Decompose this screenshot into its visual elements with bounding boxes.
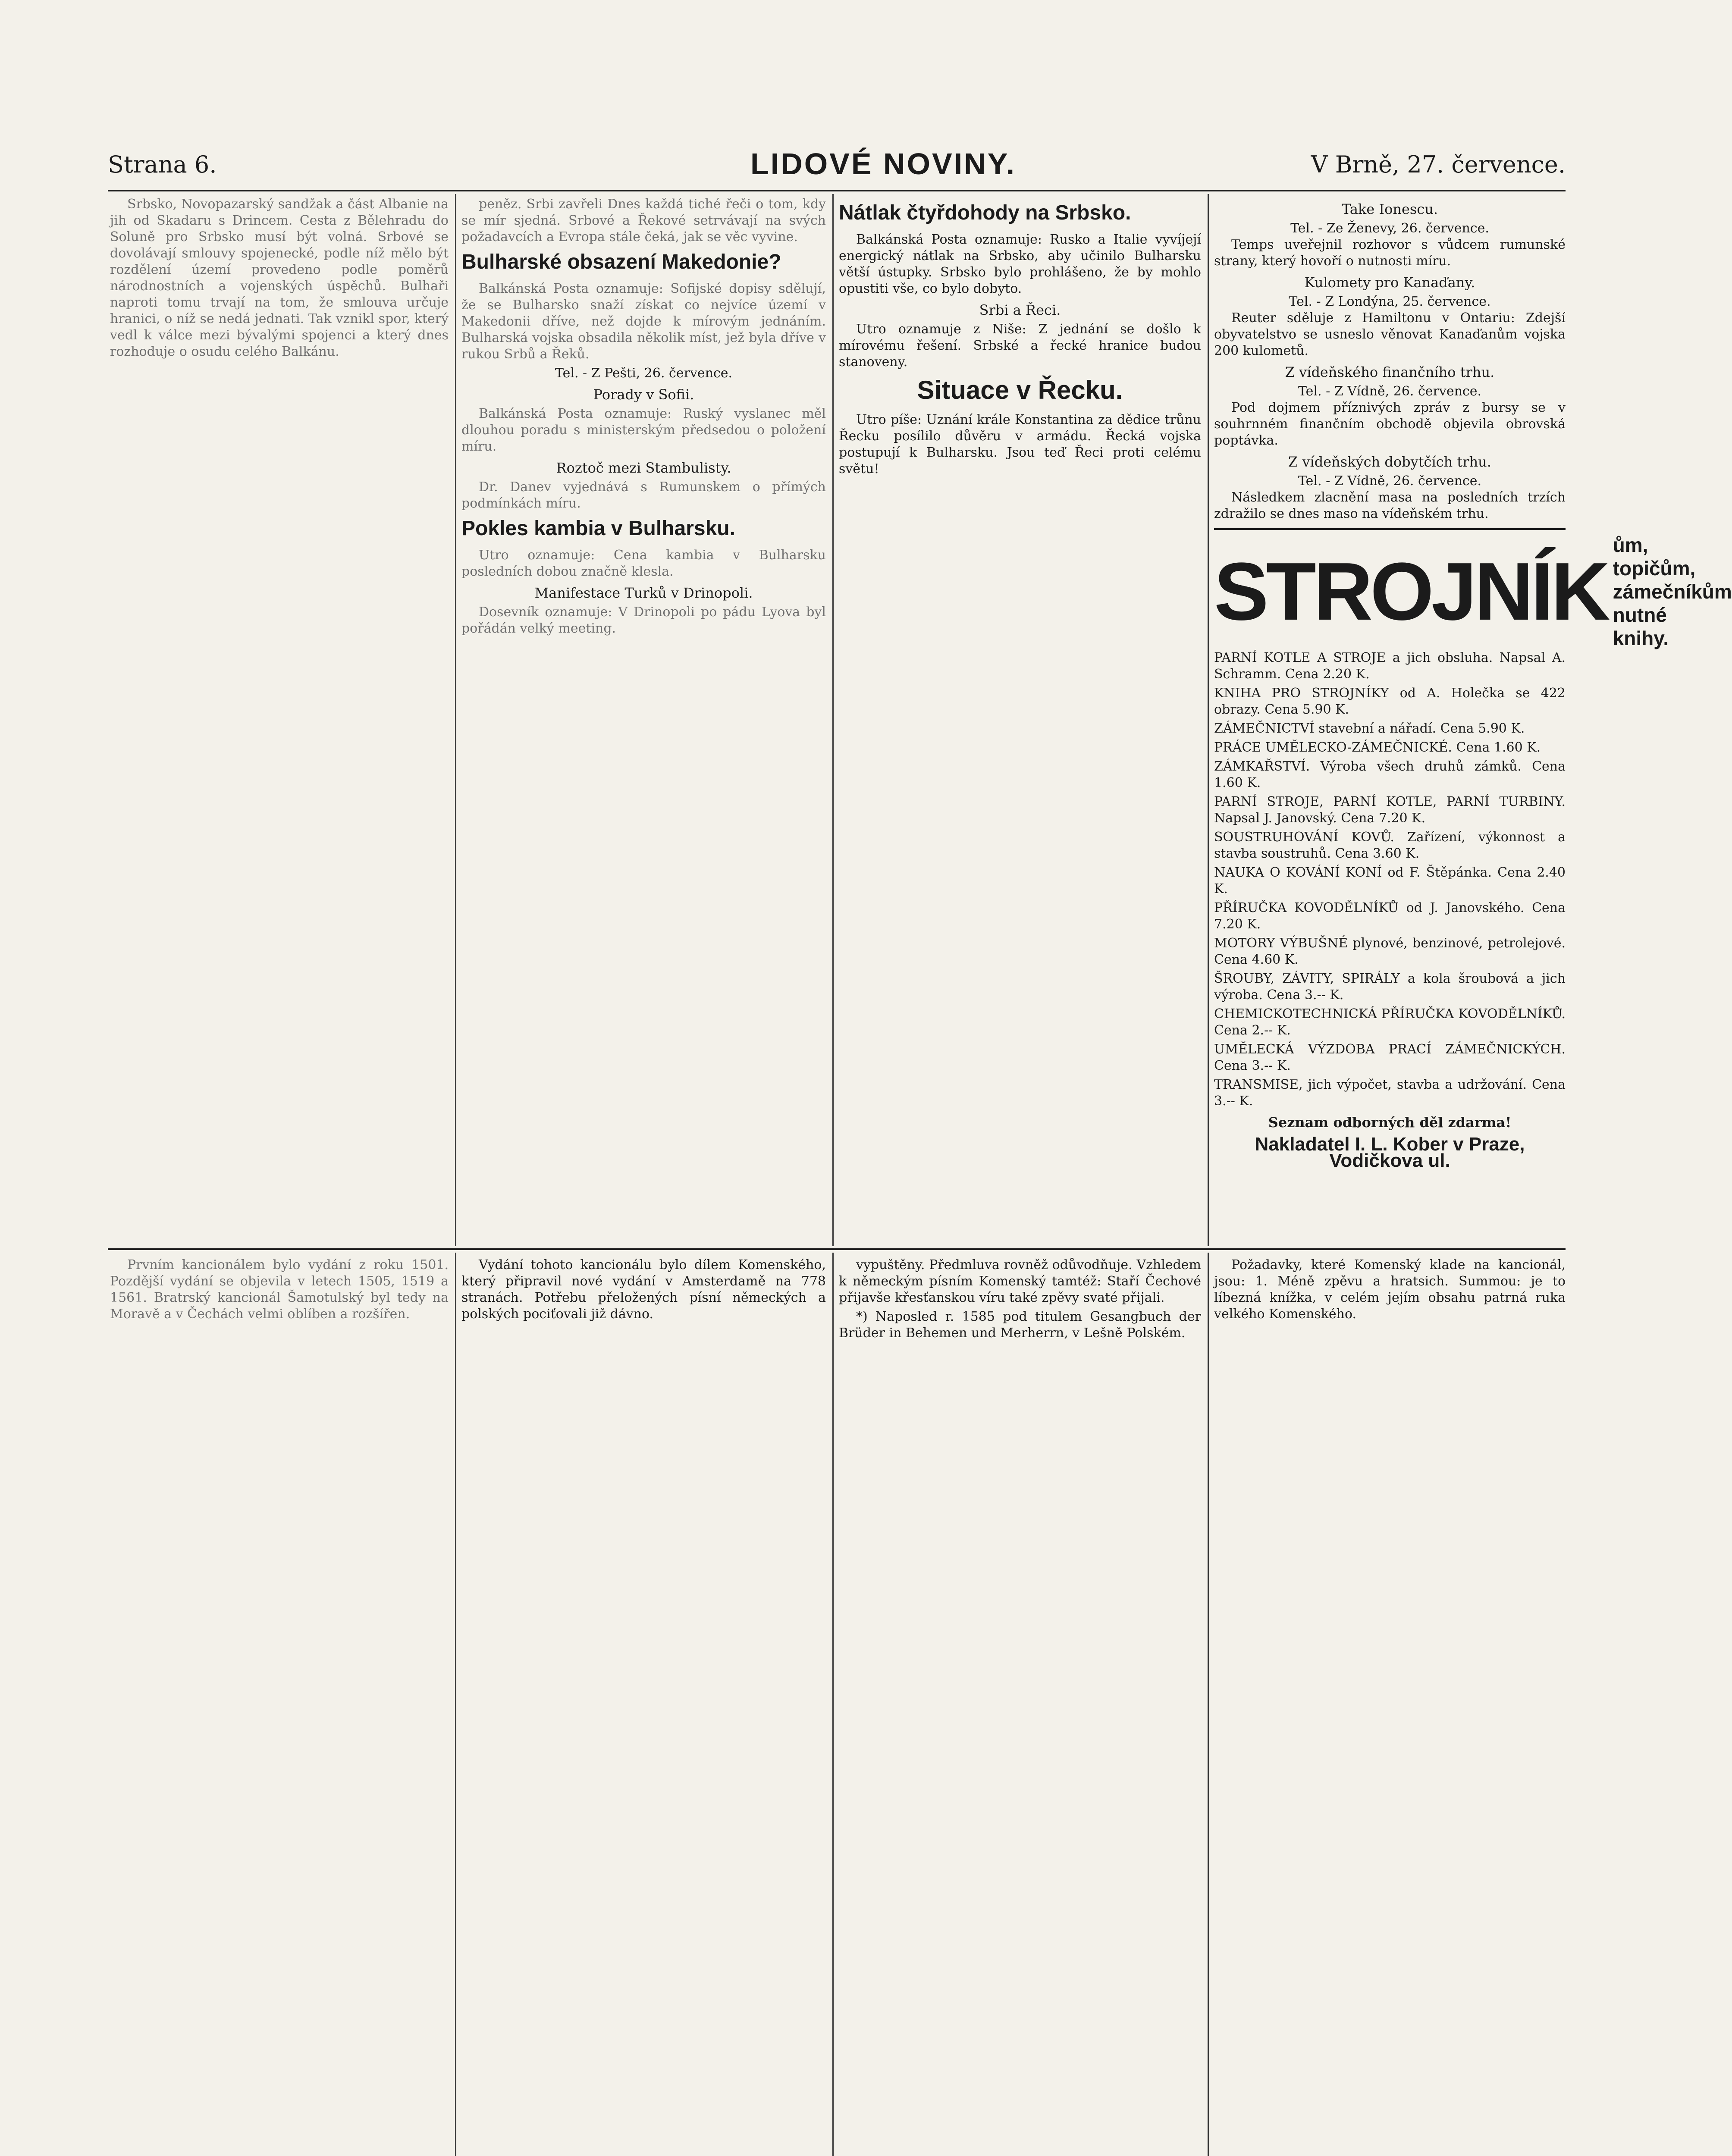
article-text: Požadavky, které Komenský klade na kancionál, jsou: 1. Méně zpěvu a hratsich. Summou: je to líbezná knížka, v celém jejím obsahu patrná ruka velkého Komenského. [1214,1257,1566,1322]
article-text: Balkánská Posta oznamuje: Rusko a Italie vyvíjejí energický nátlak na Srbsko, aby učinilo Bulharsku větší ústupky. Srbsko bylo prohlášeno, že by mohlo opustiti vše, co bylo dobyto. [839,232,1201,296]
lower-column-1 [110,1257,449,2156]
article-column-4 [1214,196,1732,1244]
book-listing: MOTORY VÝBUŠNÉ plynové, benzinové, petrolejové. Cena 4.60 K. [1214,936,1566,967]
masthead-rule [108,190,1566,191]
subheading: Z vídeňských dobytčích trhu. [1288,454,1491,470]
newspaper-title: LIDOVÉ NOVINY. [750,147,1017,181]
column-divider [832,1253,834,2156]
article-text: vypuštěny. Předmluva rovněž odůvodňuje. Vzhledem k německým písním Komenský tamtéž: Staří Čechové přijavše křesťanskou víru také zpěvy svaté přijali. [839,1257,1201,1305]
subheading: Manifestace Turků v Drinopoli. [534,585,753,601]
footnote: *) Naposled r. 1585 pod titulem Gesangbuch der Brüder in Behemen und Merherrn, v Lešně Polském. [839,1309,1201,1341]
dateline: Tel. - Z Londýna, 25. července. [1289,294,1491,309]
dateline: Tel. - Z Vídně, 26. července. [1298,384,1482,399]
lower-column-3 [839,1257,1201,2156]
subheading: Take Ionescu. [1341,201,1438,217]
ad-header [1214,533,1732,650]
column-divider [832,194,834,1246]
ad-free-catalog: Seznam odborných děl zdarma! [1268,1114,1512,1131]
ad-title: STROJNÍK [1214,546,1608,637]
article-text: Pod dojmem příznivých zpráv z bursy se v souhrnném finančním obchodě objevila obrovská poptávka. [1214,400,1566,448]
article-text: peněz. Srbi zavřeli Dnes každá tiché řeči o tom, kdy se mír sjedná. Srbové a Řekové setrvávají na svých požadavcích a Evropa stále čeká, jak se věc vyvine. [461,197,826,244]
headline-natlak: Nátlak čtyřdohody na Srbsko. [839,201,1131,224]
article-text: Reuter sděluje z Hamiltonu v Ontariu: Zdejší obyvatelstvo se usneslo věnovat Kanaďanům vojska 200 kulometů. [1214,310,1566,358]
column-divider [455,194,456,1246]
dateline: Tel. - Z Pešti, 26. července. [555,366,733,381]
column-divider [1208,194,1209,1246]
book-listing: PRÁCE UMĚLECKO-ZÁMEČNICKÉ. Cena 1.60 K. [1214,740,1541,755]
lower-column-4 [1214,1257,1566,2156]
column-divider [1208,1253,1209,2156]
headline-makedonie: Bulharské obsazení Makedonie? [461,251,781,273]
book-listing: SOUSTRUHOVÁNÍ KOVŮ. Zařízení, výkonnost a stavba soustruhů. Cena 3.60 K. [1214,830,1566,861]
book-listing: ZÁMEČNICTVÍ stavební a nářadí. Cena 5.90 K. [1214,721,1525,736]
article-text: Utro píše: Uznání krále Konstantina za dědice trůnu Řecku posílilo důvěru v armádu. Řecká vojska postupují k Bulharsku. Jsou teď Řeci proti celému světu! [839,412,1201,476]
article-text: Utro oznamuje: Cena kambia v Bulharsku posledních dobou značně klesla. [461,548,826,579]
book-listing: PARNÍ STROJE, PARNÍ KOTLE, PARNÍ TURBINY. Napsal J. Janovský. Cena 7.20 K. [1214,794,1566,826]
article-text: Balkánská Posta oznamuje: Ruský vyslanec měl dlouhou poradu s ministerským předsedou o položení míru. [461,406,826,454]
subheading: Kulomety pro Kanaďany. [1304,274,1475,291]
book-listing: CHEMICKOTECHNICKÁ PŘÍRUČKA KOVODĚLNÍKŮ. Cena 2.-- K. [1214,1006,1566,1038]
ad-publisher: Nakladatel I. L. Kober v Praze, Vodičkova ul. [1255,1134,1525,1171]
subheading: Roztoč mezi Stambulisty. [556,460,731,476]
article-text: Následkem zlacnění masa na posledních trzích zdražilo se dnes maso na vídeňském trhu. [1214,490,1566,521]
advertisement-strojnik [1214,528,1732,1171]
article-column-2 [461,196,826,1244]
headline-kambio: Pokles kambia v Bulharsku. [461,517,735,540]
book-listing: PARNÍ KOTLE A STROJE a jich obsluha. Napsal A. Schramm. Cena 2.20 K. [1214,650,1566,682]
book-listing: TRANSMISE, jich výpočet, stavba a udržování. Cena 3.-- K. [1214,1077,1566,1109]
dateline: Tel. - Ze Ženevy, 26. července. [1290,221,1489,236]
book-listing: ZÁMKAŘSTVÍ. Výroba všech druhů zámků. Cena 1.60 K. [1214,759,1566,790]
column-divider [455,1253,456,2156]
article-text: Dr. Danev vyjednává s Rumunskem o přímých podmínkách míru. [461,479,826,511]
article-column-1 [110,196,449,1244]
article-text: Dosevník oznamuje: V Drinopoli po pádu Lyova byl pořádán velký meeting. [461,605,826,636]
book-listing: ŠROUBY, ZÁVITY, SPIRÁLY a kola šroubová a jich výroba. Cena 3.-- K. [1214,971,1566,1003]
headline-recko: Situace v Řecku. [917,376,1123,404]
article-text: Srbsko, Novopazarský sandžak a část Albanie na jih od Skadaru s Drincem. Cesta z Bělehradu do Soluně pro Srbsko musí být volná. Srbové se dovolávají smlouvy spojenecké, podle níž mělo být rozdělení území provedeno podle poměrů národnostních a vojenských úspěchů. Bulhaři naproti tomu trvají na tom, že smlouva určuje hranici, o níž se nedá jednati. Tak vznikl spor, který vedl k válce mezi bývalými spojenci a který dnes rozhoduje o osudu celého Balkánu. [110,197,449,359]
section-rule [108,1248,1566,1250]
article-text: Temps uveřejnil rozhovor s vůdcem rumunské strany, který hovoří o nutnosti míru. [1214,237,1566,269]
article-text: Balkánská Posta oznamuje: Sofijské dopisy sdělují, že se Bulharsko snaží získat co nejvíce území v Makedonii dříve, než dojde k mírovým jednáním. Bulharská vojska obsadila několik míst, jež byla dříve v rukou Srbů a Řeků. [461,281,826,362]
ad-tagline: ům, topičům, zámečníkům nutné knihy. [1613,534,1732,649]
issue-date: V Brně, 27. července. [1311,151,1566,178]
article-column-3 [839,196,1201,1244]
lower-column-2 [461,1257,826,2156]
dateline: Tel. - Z Vídně, 26. července. [1298,473,1482,489]
book-listing: UMĚLECKÁ VÝZDOBA PRACÍ ZÁMEČNICKÝCH. Cena 3.-- K. [1214,1042,1566,1073]
book-listing: PŘÍRUČKA KOVODĚLNÍKŮ od J. Janovského. Cena 7.20 K. [1214,900,1566,932]
article-text: Utro oznamuje z Niše: Z jednání se došlo k mírovému řešení. Srbské a řecké hranice budou stanoveny. [839,322,1201,370]
book-listing: NAUKA O KOVÁNÍ KONÍ od F. Štěpánka. Cena 2.40 K. [1214,865,1566,896]
page-number: Strana 6. [108,151,217,178]
subheading: Srbi a Řeci. [979,302,1061,318]
article-text: Vydání tohoto kancionálu bylo dílem Komenského, který připravil nové vydání v Amsterdamě na 778 stranách. Potřebu přeložených písní německých a polských pociťovali již dávno. [461,1257,826,1322]
book-listing: KNIHA PRO STROJNÍKY od A. Holečka se 422 obrazy. Cena 5.90 K. [1214,686,1566,717]
subheading: Porady v Sofii. [593,386,694,403]
subheading: Z vídeňského finančního trhu. [1285,364,1495,380]
article-text: Prvním kancionálem bylo vydání z roku 1501. Pozdější vydání se objevila v letech 1505, 1519 a 1561. Bratrský kancionál Šamotulský byl tedy na Moravě a v Čechách velmi oblíben a rozšířen. [110,1257,449,1322]
masthead [108,147,1566,190]
